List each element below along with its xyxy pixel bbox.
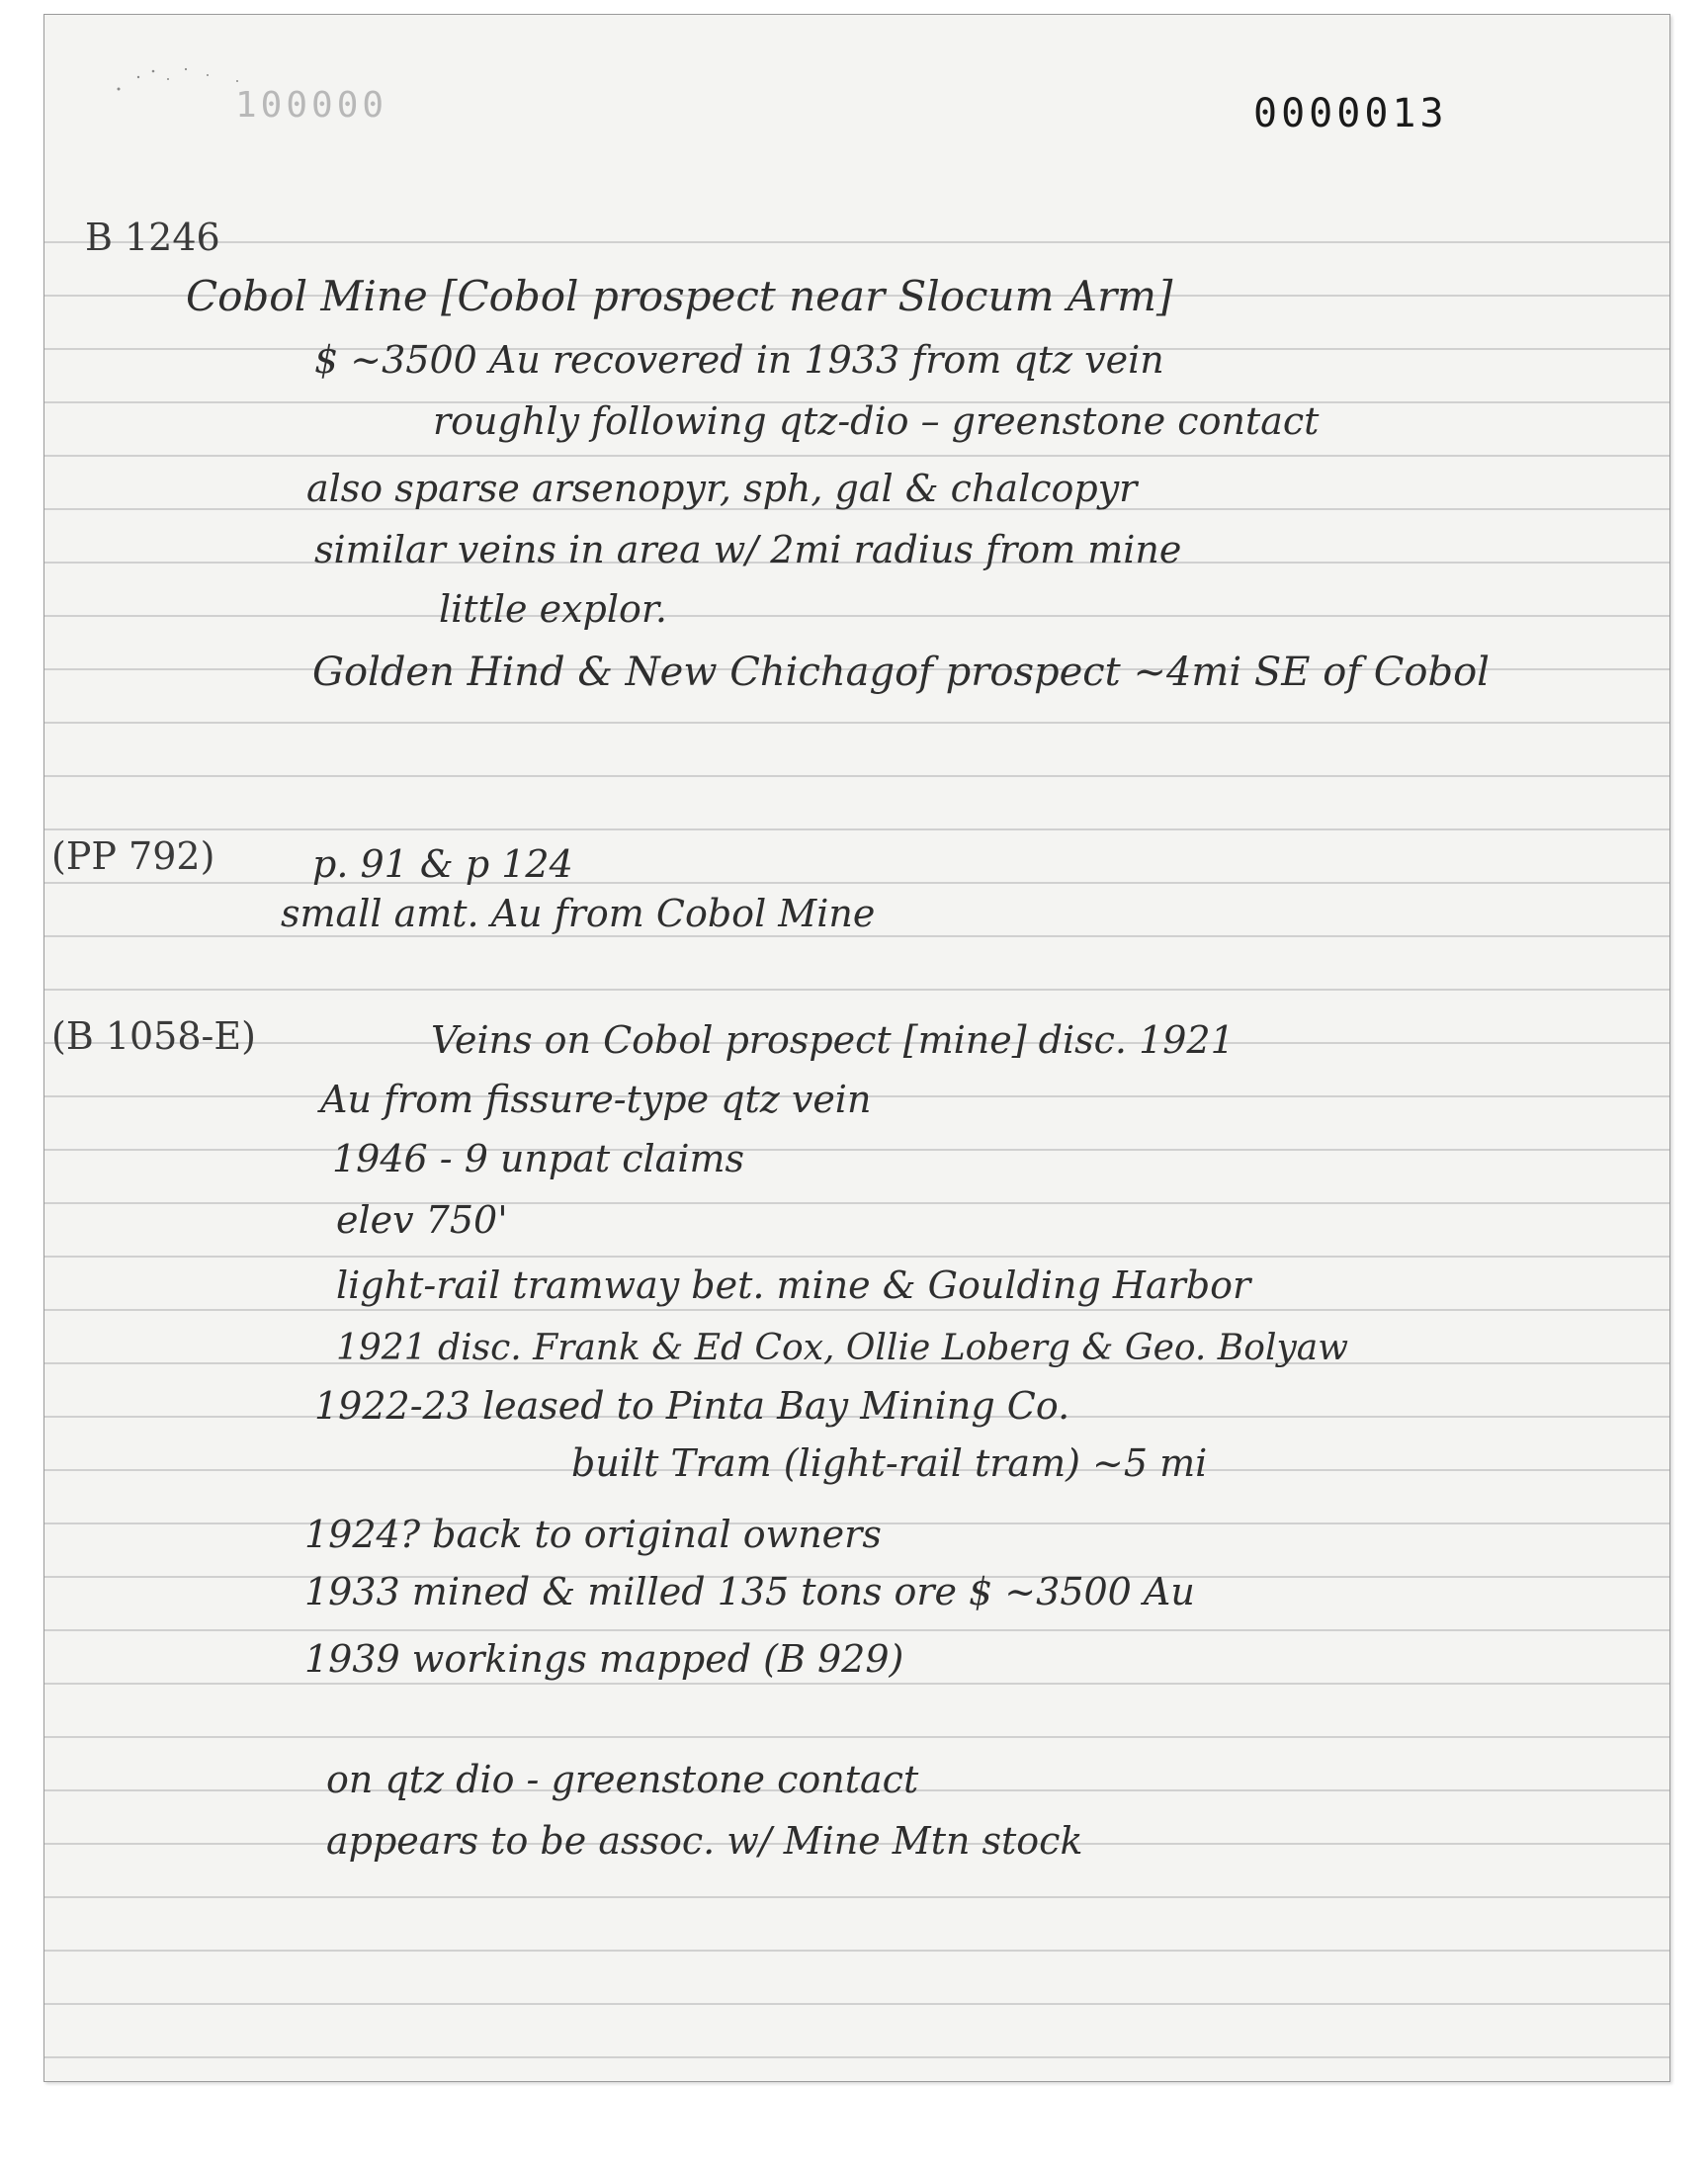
note-line-small-amt: small amt. Au from Cobol Mine xyxy=(281,892,876,935)
reference-pp792: (PP 792) xyxy=(51,834,215,878)
faint-page-stamp: 100000 xyxy=(235,85,388,126)
note-line-page-refs: p. 91 & p 124 xyxy=(312,842,573,886)
note-line-golden-hind: Golden Hind & New Chichagof prospect ~4mi SE of Cobol xyxy=(312,650,1490,695)
note-line-built-tram: built Tram (light-rail tram) ~5 mi xyxy=(571,1441,1208,1485)
note-line-cobol-mine: Cobol Mine [Cobol prospect near Slocum Arm] xyxy=(186,272,1173,320)
note-line-1921-disc: 1921 disc. Frank & Ed Cox, Ollie Loberg & Geo. Bolyaw xyxy=(336,1328,1349,1368)
note-line-tramway: light-rail tramway bet. mine & Goulding Harbor xyxy=(336,1263,1251,1307)
note-line-also-sparse: also sparse arsenopyr, sph, gal & chalcopyr xyxy=(306,467,1138,510)
note-line-similar-veins: similar veins in area w/ 2mi radius from mine xyxy=(314,528,1182,571)
page-number-stamp: 0000013 xyxy=(1253,91,1448,136)
reference-b1058e: (B 1058-E) xyxy=(51,1014,256,1058)
note-line-1939-workings: 1939 workings mapped (B 929) xyxy=(304,1637,904,1681)
note-line-veins-on-cobol: Veins on Cobol prospect [mine] disc. 1921 xyxy=(431,1018,1235,1062)
note-line-contact: on qtz dio - greenstone contact xyxy=(326,1758,919,1801)
reference-b1246: B 1246 xyxy=(85,216,220,259)
note-line-1946-claims: 1946 - 9 unpat claims xyxy=(332,1137,745,1180)
note-line-1922-leased: 1922-23 leased to Pinta Bay Mining Co. xyxy=(314,1384,1070,1428)
note-line-roughly-following: roughly following qtz-dio – greenstone contact xyxy=(433,399,1320,443)
note-line-au-recovered: $ ~3500 Au recovered in 1933 from qtz vein xyxy=(314,338,1164,382)
note-line-1924: 1924? back to original owners xyxy=(304,1513,882,1556)
note-line-little-explor: little explor. xyxy=(439,587,667,631)
note-line-elev: elev 750' xyxy=(336,1198,508,1242)
note-line-au-fissure: Au from fissure-type qtz vein xyxy=(320,1078,872,1121)
note-line-appears-assoc: appears to be assoc. w/ Mine Mtn stock xyxy=(326,1819,1083,1863)
note-line-1933-mined: 1933 mined & milled 135 tons ore $ ~3500 Au xyxy=(304,1570,1195,1613)
